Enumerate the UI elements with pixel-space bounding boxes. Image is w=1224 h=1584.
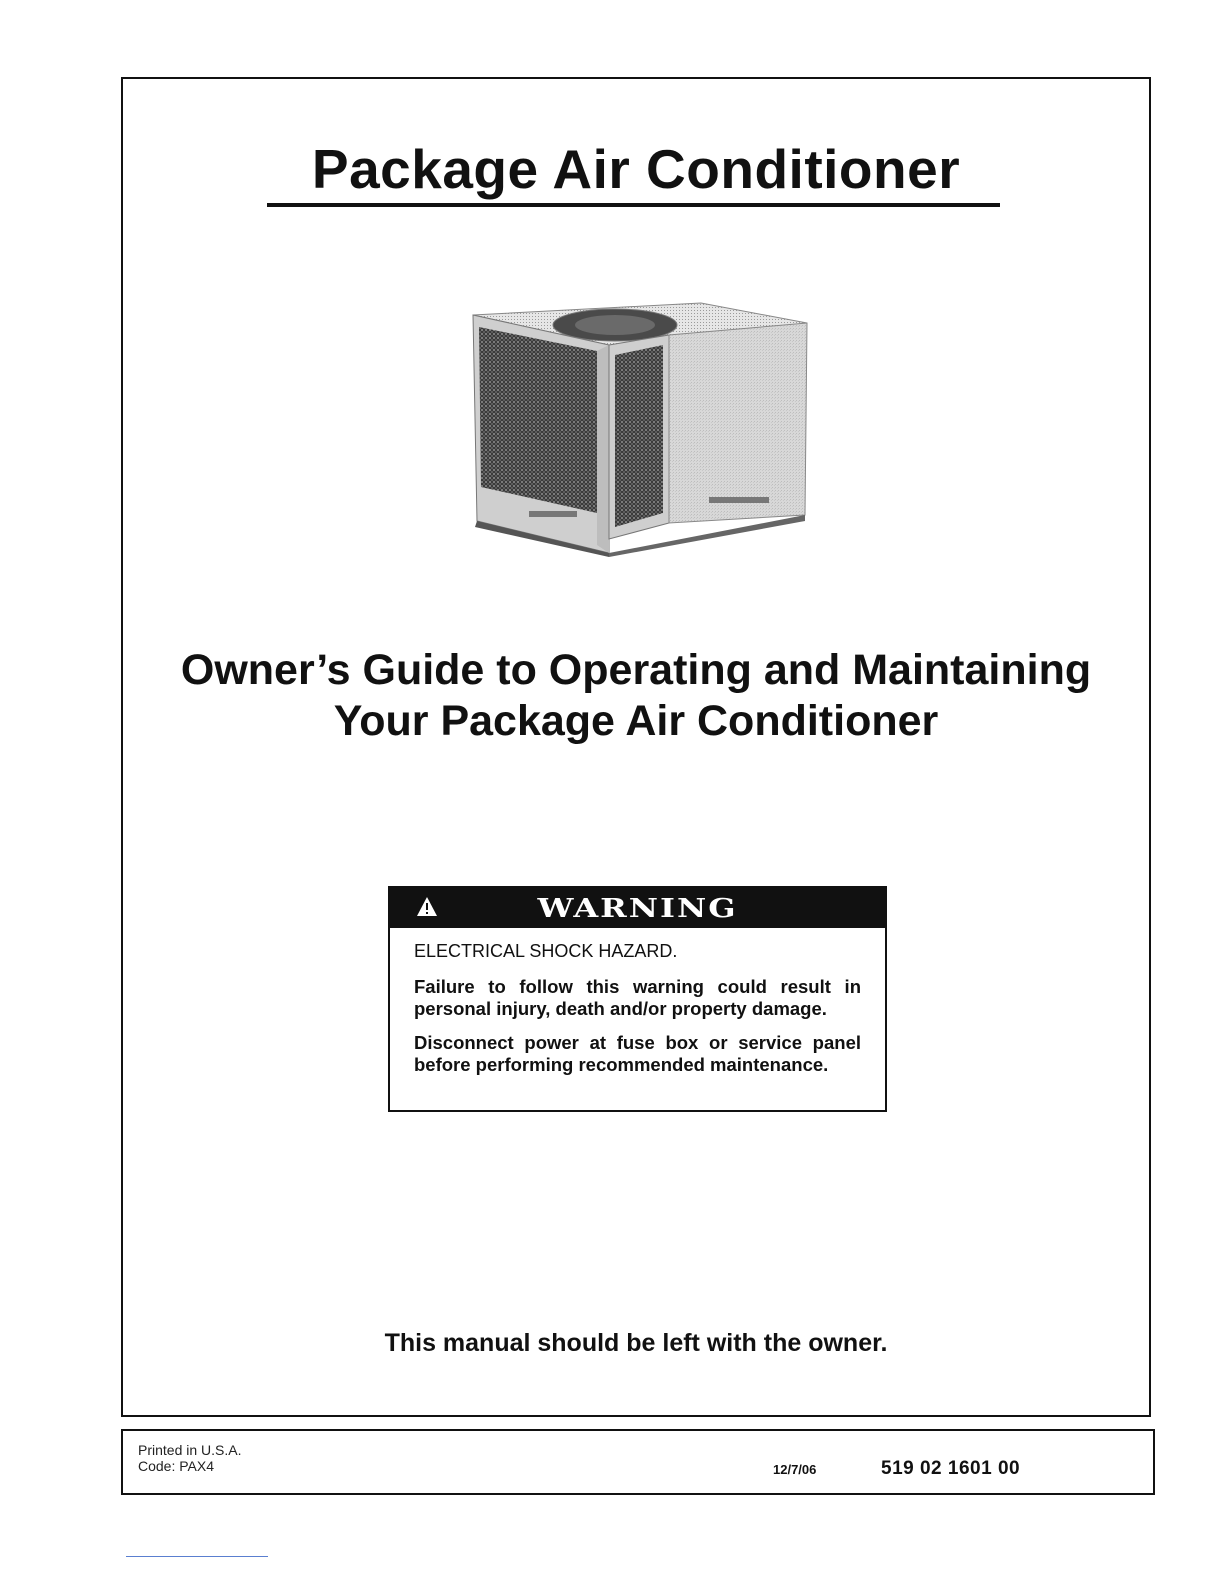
title-underline xyxy=(267,203,1000,207)
printed-in: Printed in U.S.A. xyxy=(138,1442,242,1458)
warning-header xyxy=(390,888,885,928)
print-code: Code: PAX4 xyxy=(138,1458,215,1474)
owner-note: This manual should be left with the owner. xyxy=(384,1329,888,1357)
footer-date: 12/7/06 xyxy=(773,1462,817,1477)
document-title: Package Air Conditioner xyxy=(311,138,961,200)
footer xyxy=(121,1429,1155,1495)
warning-hazard: ELECTRICAL SHOCK HAZARD. xyxy=(414,941,678,961)
warning-title: WARNING xyxy=(537,892,738,924)
footer-print-info xyxy=(138,1442,242,1474)
subtitle-line-1: Owner’s Guide to Operating and Maintaining xyxy=(180,646,1092,694)
warning-body xyxy=(390,928,885,1076)
air-conditioner-unit-image xyxy=(469,301,811,557)
warning-instruction: Disconnect power at fuse box or service panel before performing recommended maintenance. xyxy=(414,1032,861,1075)
warning-consequence: Failure to follow this warning could result in personal injury, death and/or property damage. xyxy=(414,976,861,1019)
part-number: 519 02 1601 00 xyxy=(881,1458,1021,1479)
warning-box xyxy=(388,886,887,1112)
bottom-rule xyxy=(126,1556,268,1557)
warning-triangle-icon xyxy=(416,896,438,918)
guide-subtitle xyxy=(123,645,1149,747)
subtitle-line-2: Your Package Air Conditioner xyxy=(333,697,939,745)
cover-frame xyxy=(121,77,1151,1417)
